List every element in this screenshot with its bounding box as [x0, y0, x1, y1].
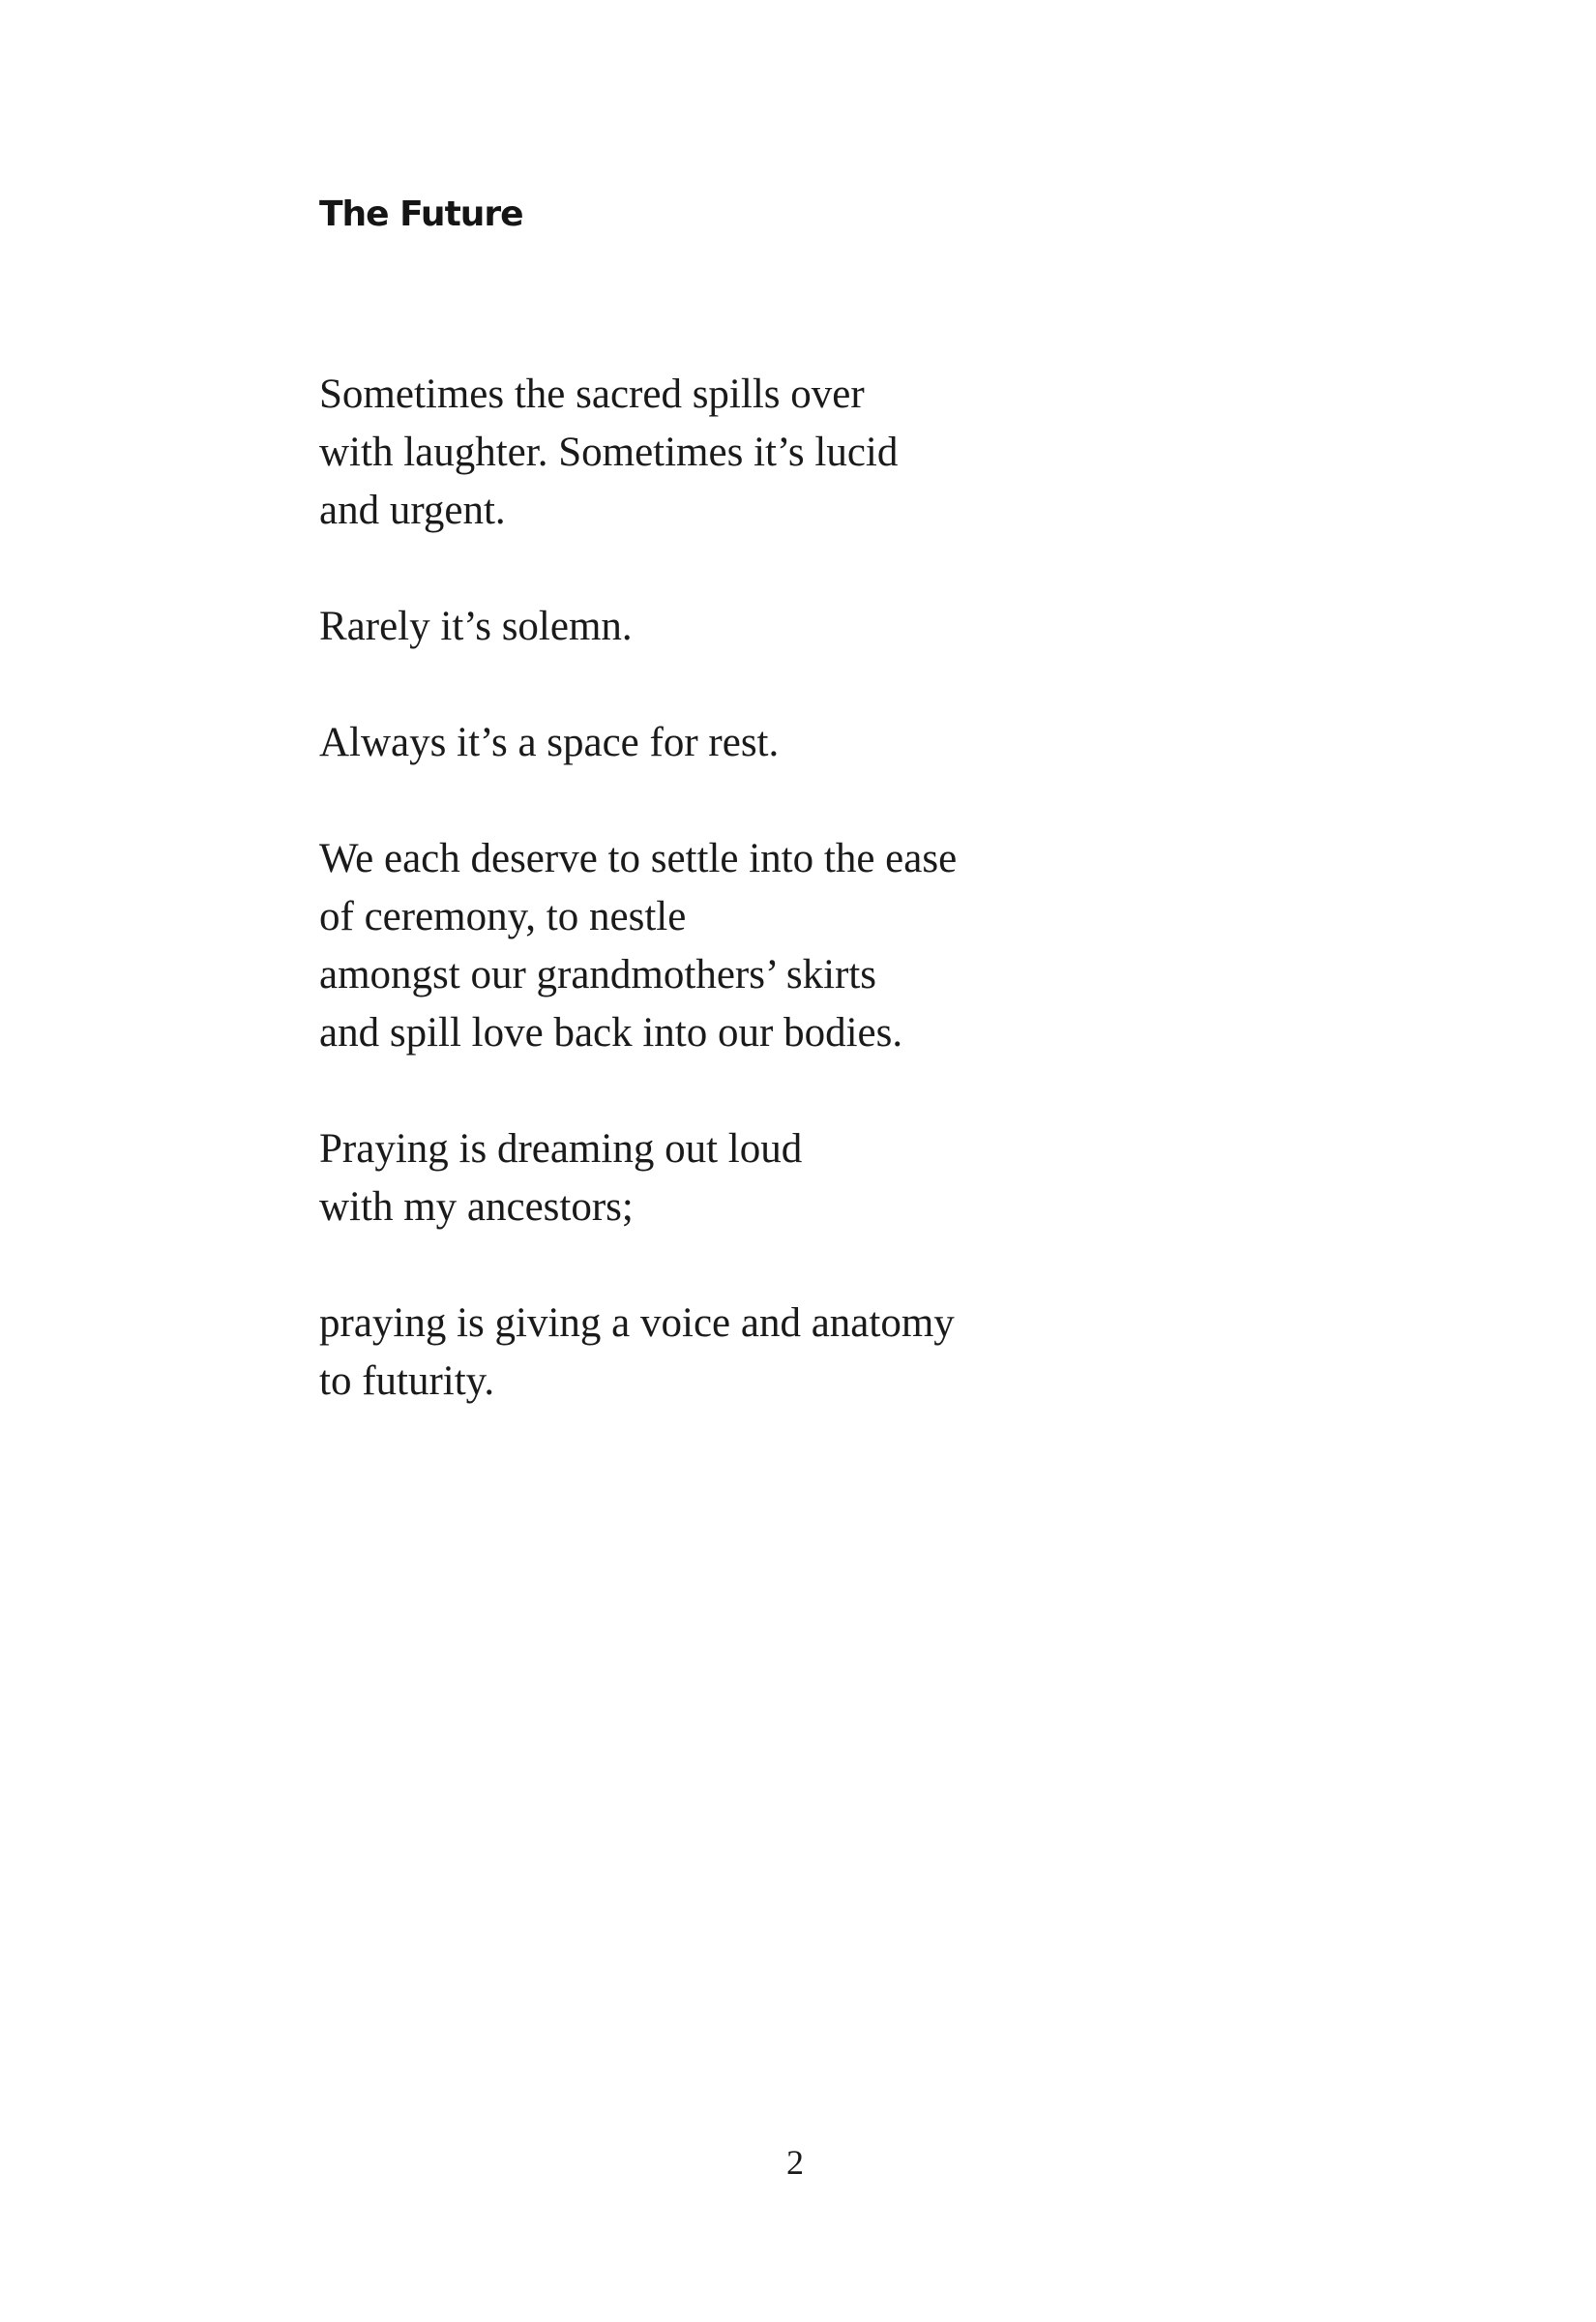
poem-line: amongst our grandmothers’ skirts: [319, 952, 877, 997]
page-number: [0, 2141, 1596, 2184]
poem-line: and spill love back into our bodies.: [319, 1010, 903, 1056]
stanza-4: [319, 830, 1286, 1062]
poem-line: to futurity.: [319, 1358, 495, 1404]
poem-body: [319, 366, 1286, 1469]
poem-line: We each deserve to settle into the ease: [319, 836, 958, 881]
stanza-2: [319, 598, 1286, 656]
poem-title: The Future: [319, 194, 523, 234]
poem-line: Praying is dreaming out loud: [319, 1126, 803, 1172]
stanza-3: [319, 714, 1286, 772]
poem-line: praying is giving a voice and anatomy: [319, 1300, 955, 1346]
poem-line: Rarely it’s solemn.: [319, 604, 633, 649]
poem-line: Sometimes the sacred spills over: [319, 372, 865, 417]
poem-line: with laughter. Sometimes it’s lucid: [319, 430, 899, 475]
stanza-6: [319, 1295, 1286, 1411]
page-number-label: 2: [786, 2143, 804, 2182]
poem-line: of ceremony, to nestle: [319, 894, 687, 939]
stanza-5: [319, 1120, 1286, 1236]
poem-line: with my ancestors;: [319, 1184, 634, 1230]
poem-line: Always it’s a space for rest.: [319, 720, 780, 765]
stanza-1: [319, 366, 1286, 540]
poem-line: and urgent.: [319, 488, 506, 533]
